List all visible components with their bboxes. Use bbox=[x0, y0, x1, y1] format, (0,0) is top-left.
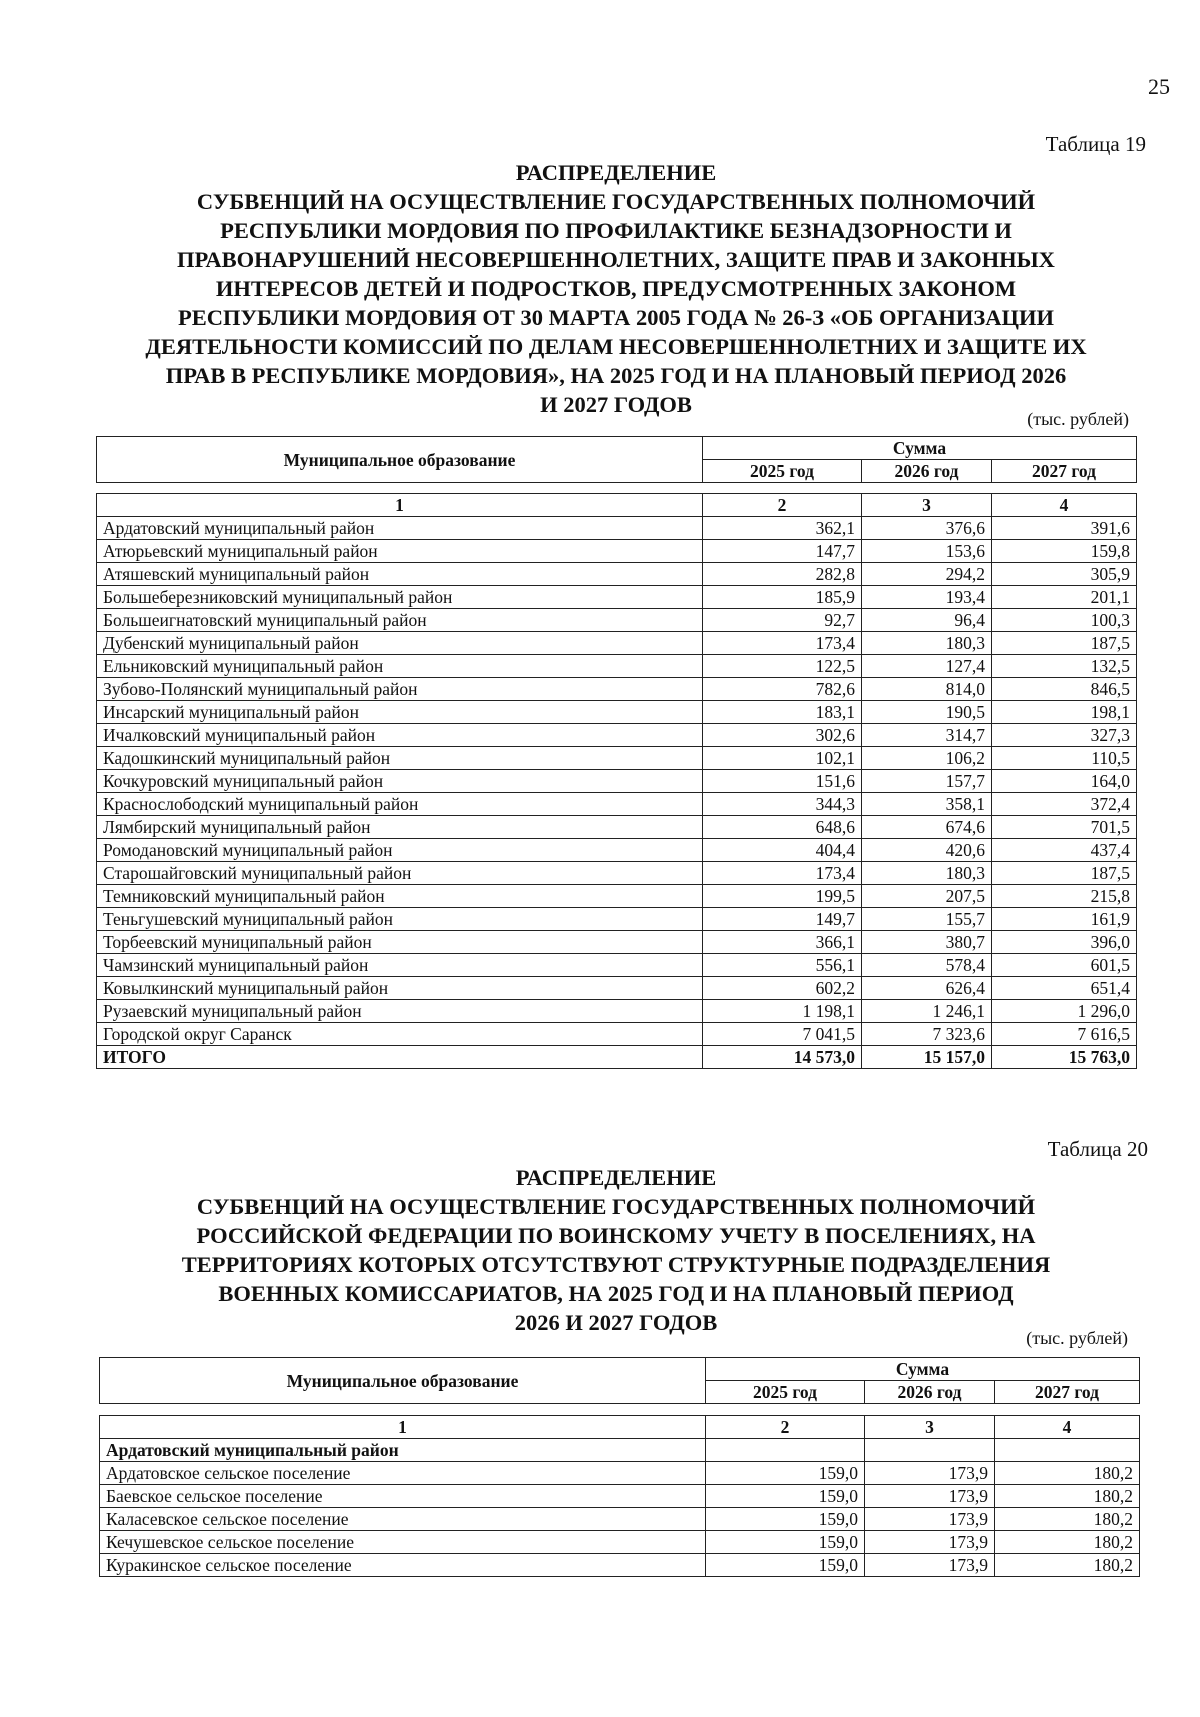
municipality-name: Ельниковский муниципальный район bbox=[97, 655, 703, 678]
value-2026: 155,7 bbox=[862, 908, 992, 931]
table-row bbox=[97, 885, 1137, 908]
municipality-name: Зубово-Полянский муниципальный район bbox=[97, 678, 703, 701]
value-2026: 106,2 bbox=[862, 747, 992, 770]
municipality-name: Торбеевский муниципальный район bbox=[97, 931, 703, 954]
column-index-row bbox=[97, 494, 1137, 517]
table-row bbox=[97, 701, 1137, 724]
page-number: 25 bbox=[1148, 74, 1170, 99]
municipality-name: Кадошкинский муниципальный район bbox=[97, 747, 703, 770]
value-2026: 180,3 bbox=[862, 862, 992, 885]
column-index-row bbox=[100, 1416, 1140, 1439]
value-2027: 180,2 bbox=[995, 1485, 1140, 1508]
table-19-units: (тыс. рублей) bbox=[1027, 409, 1129, 429]
column-header-municipality: Муниципальное образование bbox=[97, 437, 703, 483]
value-2027: 110,5 bbox=[992, 747, 1137, 770]
value-2027: 846,5 bbox=[992, 678, 1137, 701]
municipality-name: Лямбирский муниципальный район bbox=[97, 816, 703, 839]
value-2026: 674,6 bbox=[862, 816, 992, 839]
table-row bbox=[97, 517, 1137, 540]
value-2025: 362,1 bbox=[703, 517, 862, 540]
value-2027: 15 763,0 bbox=[992, 1046, 1137, 1069]
group-name: Ардатовский муниципальный район bbox=[100, 1439, 706, 1462]
table-row bbox=[97, 586, 1137, 609]
municipality-name: Атюрьевский муниципальный район bbox=[97, 540, 703, 563]
value-2025: 102,1 bbox=[703, 747, 862, 770]
value-2025: 183,1 bbox=[703, 701, 862, 724]
municipality-name: ИТОГО bbox=[97, 1046, 703, 1069]
value-2027: 651,4 bbox=[992, 977, 1137, 1000]
table-row bbox=[100, 1508, 1140, 1531]
value-2026: 376,6 bbox=[862, 517, 992, 540]
municipality-name: Атяшевский муниципальный район bbox=[97, 563, 703, 586]
empty-cell bbox=[995, 1439, 1140, 1462]
value-2025: 159,0 bbox=[706, 1462, 865, 1485]
value-2025: 92,7 bbox=[703, 609, 862, 632]
value-2025: 147,7 bbox=[703, 540, 862, 563]
value-2026: 1 246,1 bbox=[862, 1000, 992, 1023]
table-row bbox=[97, 609, 1137, 632]
value-2026: 7 323,6 bbox=[862, 1023, 992, 1046]
heading-line: РАСПРЕДЕЛЕНИЕ bbox=[515, 1165, 717, 1190]
table-row bbox=[97, 1023, 1137, 1046]
municipality-name: Кечушевское сельское поселение bbox=[100, 1531, 706, 1554]
municipality-name: Ардатовский муниципальный район bbox=[97, 517, 703, 540]
value-2025: 151,6 bbox=[703, 770, 862, 793]
value-2025: 1 198,1 bbox=[703, 1000, 862, 1023]
value-2026: 173,9 bbox=[865, 1531, 995, 1554]
column-header-year: 2027 год bbox=[992, 460, 1137, 483]
column-header-sum: Сумма bbox=[703, 437, 1137, 460]
value-2027: 198,1 bbox=[992, 701, 1137, 724]
column-index: 2 bbox=[706, 1416, 865, 1439]
value-2025: 159,0 bbox=[706, 1531, 865, 1554]
table-row bbox=[97, 540, 1137, 563]
value-2026: 96,4 bbox=[862, 609, 992, 632]
heading-line: ДЕЯТЕЛЬНОСТИ КОМИССИЙ ПО ДЕЛАМ НЕСОВЕРШЕННОЛЕТНИХ И ЗАЩИТЕ ИХ bbox=[145, 334, 1087, 359]
value-2027: 396,0 bbox=[992, 931, 1137, 954]
value-2027: 100,3 bbox=[992, 609, 1137, 632]
municipality-name: Старошайговский муниципальный район bbox=[97, 862, 703, 885]
table-row bbox=[97, 747, 1137, 770]
value-2027: 327,3 bbox=[992, 724, 1137, 747]
municipality-name: Рузаевский муниципальный район bbox=[97, 1000, 703, 1023]
table-row bbox=[97, 931, 1137, 954]
value-2025: 159,0 bbox=[706, 1485, 865, 1508]
municipality-name: Куракинское сельское поселение bbox=[100, 1554, 706, 1577]
value-2026: 207,5 bbox=[862, 885, 992, 908]
value-2027: 701,5 bbox=[992, 816, 1137, 839]
value-2026: 420,6 bbox=[862, 839, 992, 862]
heading-line: СУБВЕНЦИЙ НА ОСУЩЕСТВЛЕНИЕ ГОСУДАРСТВЕННЫХ ПОЛНОМОЧИЙ bbox=[196, 1194, 1036, 1219]
value-2027: 159,8 bbox=[992, 540, 1137, 563]
municipality-name: Городской округ Саранск bbox=[97, 1023, 703, 1046]
value-2025: 302,6 bbox=[703, 724, 862, 747]
value-2027: 437,4 bbox=[992, 839, 1137, 862]
table-row bbox=[97, 655, 1137, 678]
column-index: 2 bbox=[703, 494, 862, 517]
table-row bbox=[97, 977, 1137, 1000]
column-index: 3 bbox=[865, 1416, 995, 1439]
value-2025: 159,0 bbox=[706, 1508, 865, 1531]
group-row bbox=[100, 1439, 1140, 1462]
value-2025: 159,0 bbox=[706, 1554, 865, 1577]
table-row bbox=[97, 908, 1137, 931]
table-19-header bbox=[96, 436, 1137, 483]
municipality-name: Кочкуровский муниципальный район bbox=[97, 770, 703, 793]
value-2026: 173,9 bbox=[865, 1485, 995, 1508]
value-2027: 132,5 bbox=[992, 655, 1137, 678]
value-2026: 190,5 bbox=[862, 701, 992, 724]
municipality-name: Дубенский муниципальный район bbox=[97, 632, 703, 655]
empty-cell bbox=[706, 1439, 865, 1462]
value-2026: 173,9 bbox=[865, 1462, 995, 1485]
value-2026: 15 157,0 bbox=[862, 1046, 992, 1069]
heading-line: РЕСПУБЛИКИ МОРДОВИЯ ПО ПРОФИЛАКТИКЕ БЕЗНАДЗОРНОСТИ И bbox=[220, 218, 1012, 243]
value-2026: 127,4 bbox=[862, 655, 992, 678]
value-2026: 380,7 bbox=[862, 931, 992, 954]
table-row bbox=[97, 862, 1137, 885]
value-2025: 344,3 bbox=[703, 793, 862, 816]
value-2026: 626,4 bbox=[862, 977, 992, 1000]
table-row bbox=[100, 1531, 1140, 1554]
value-2025: 7 041,5 bbox=[703, 1023, 862, 1046]
table-20-heading bbox=[96, 1163, 1136, 1337]
column-header-municipality: Муниципальное образование bbox=[100, 1358, 706, 1404]
column-header-year: 2025 год bbox=[703, 460, 862, 483]
value-2025: 122,5 bbox=[703, 655, 862, 678]
heading-line: ПРАВОНАРУШЕНИЙ НЕСОВЕРШЕННОЛЕТНИХ, ЗАЩИТЕ ПРАВ И ЗАКОННЫХ bbox=[177, 247, 1055, 272]
column-index: 4 bbox=[995, 1416, 1140, 1439]
value-2025: 648,6 bbox=[703, 816, 862, 839]
value-2026: 358,1 bbox=[862, 793, 992, 816]
heading-line: РАСПРЕДЕЛЕНИЕ bbox=[515, 160, 717, 185]
table-row bbox=[97, 724, 1137, 747]
table-row bbox=[97, 954, 1137, 977]
column-header-year: 2026 год bbox=[865, 1381, 995, 1404]
value-2026: 153,6 bbox=[862, 540, 992, 563]
column-index: 3 bbox=[862, 494, 992, 517]
municipality-name: Каласевское сельское поселение bbox=[100, 1508, 706, 1531]
value-2027: 372,4 bbox=[992, 793, 1137, 816]
table-row bbox=[100, 1462, 1140, 1485]
table-row bbox=[97, 1000, 1137, 1023]
municipality-name: Чамзинский муниципальный район bbox=[97, 954, 703, 977]
value-2027: 164,0 bbox=[992, 770, 1137, 793]
municipality-name: Инсарский муниципальный район bbox=[97, 701, 703, 724]
table-row bbox=[97, 678, 1137, 701]
heading-line: СУБВЕНЦИЙ НА ОСУЩЕСТВЛЕНИЕ ГОСУДАРСТВЕННЫХ ПОЛНОМОЧИЙ bbox=[196, 189, 1036, 214]
value-2027: 180,2 bbox=[995, 1531, 1140, 1554]
value-2026: 193,4 bbox=[862, 586, 992, 609]
value-2027: 391,6 bbox=[992, 517, 1137, 540]
value-2026: 173,9 bbox=[865, 1554, 995, 1577]
value-2027: 180,2 bbox=[995, 1462, 1140, 1485]
column-index: 1 bbox=[100, 1416, 706, 1439]
column-header-year: 2027 год bbox=[995, 1381, 1140, 1404]
column-header-year: 2026 год bbox=[862, 460, 992, 483]
value-2025: 173,4 bbox=[703, 632, 862, 655]
column-index: 4 bbox=[992, 494, 1137, 517]
municipality-name: Ковылкинский муниципальный район bbox=[97, 977, 703, 1000]
value-2025: 602,2 bbox=[703, 977, 862, 1000]
value-2026: 314,7 bbox=[862, 724, 992, 747]
table-20-body bbox=[99, 1415, 1140, 1577]
municipality-name: Баевское сельское поселение bbox=[100, 1485, 706, 1508]
municipality-name: Ичалковский муниципальный район bbox=[97, 724, 703, 747]
table-row bbox=[97, 770, 1137, 793]
table-row bbox=[100, 1554, 1140, 1577]
value-2025: 366,1 bbox=[703, 931, 862, 954]
value-2027: 187,5 bbox=[992, 862, 1137, 885]
heading-line: ИНТЕРЕСОВ ДЕТЕЙ И ПОДРОСТКОВ, ПРЕДУСМОТРЕННЫХ ЗАКОНОМ bbox=[215, 276, 1017, 301]
total-row bbox=[97, 1046, 1137, 1069]
value-2025: 173,4 bbox=[703, 862, 862, 885]
table-row bbox=[97, 632, 1137, 655]
heading-line: РЕСПУБЛИКИ МОРДОВИЯ ОТ 30 МАРТА 2005 ГОДА № 26-З «ОБ ОРГАНИЗАЦИИ bbox=[177, 305, 1055, 330]
value-2025: 199,5 bbox=[703, 885, 862, 908]
municipality-name: Ромодановский муниципальный район bbox=[97, 839, 703, 862]
table-20-label: Таблица 20 bbox=[1047, 1137, 1148, 1161]
value-2025: 282,8 bbox=[703, 563, 862, 586]
municipality-name: Теньгушевский муниципальный район bbox=[97, 908, 703, 931]
column-header-sum: Сумма bbox=[706, 1358, 1140, 1381]
heading-line: ТЕРРИТОРИЯХ КОТОРЫХ ОТСУТСТВУЮТ СТРУКТУРНЫЕ ПОДРАЗДЕЛЕНИЯ bbox=[181, 1252, 1051, 1277]
value-2027: 180,2 bbox=[995, 1554, 1140, 1577]
column-header-year: 2025 год bbox=[706, 1381, 865, 1404]
column-index: 1 bbox=[97, 494, 703, 517]
table-row bbox=[100, 1485, 1140, 1508]
value-2027: 1 296,0 bbox=[992, 1000, 1137, 1023]
municipality-name: Краснослободский муниципальный район bbox=[97, 793, 703, 816]
table-19-heading bbox=[96, 158, 1136, 419]
value-2025: 556,1 bbox=[703, 954, 862, 977]
heading-line: И 2027 ГОДОВ bbox=[540, 392, 692, 417]
value-2027: 7 616,5 bbox=[992, 1023, 1137, 1046]
table-20-units: (тыс. рублей) bbox=[1026, 1328, 1128, 1348]
table-row bbox=[97, 816, 1137, 839]
value-2026: 180,3 bbox=[862, 632, 992, 655]
value-2026: 814,0 bbox=[862, 678, 992, 701]
value-2026: 157,7 bbox=[862, 770, 992, 793]
table-row bbox=[97, 839, 1137, 862]
value-2025: 14 573,0 bbox=[703, 1046, 862, 1069]
municipality-name: Темниковский муниципальный район bbox=[97, 885, 703, 908]
value-2027: 601,5 bbox=[992, 954, 1137, 977]
heading-line: ВОЕННЫХ КОМИССАРИАТОВ, НА 2025 ГОД И НА ПЛАНОВЫЙ ПЕРИОД bbox=[218, 1281, 1014, 1306]
value-2025: 782,6 bbox=[703, 678, 862, 701]
value-2027: 201,1 bbox=[992, 586, 1137, 609]
municipality-name: Большеберезниковский муниципальный район bbox=[97, 586, 703, 609]
table-row bbox=[97, 563, 1137, 586]
value-2026: 294,2 bbox=[862, 563, 992, 586]
municipality-name: Ардатовское сельское поселение bbox=[100, 1462, 706, 1485]
value-2027: 161,9 bbox=[992, 908, 1137, 931]
table-20-header bbox=[99, 1357, 1140, 1404]
value-2027: 305,9 bbox=[992, 563, 1137, 586]
table-19-body bbox=[96, 493, 1137, 1069]
table-row bbox=[97, 793, 1137, 816]
value-2026: 173,9 bbox=[865, 1508, 995, 1531]
value-2026: 578,4 bbox=[862, 954, 992, 977]
value-2025: 149,7 bbox=[703, 908, 862, 931]
empty-cell bbox=[865, 1439, 995, 1462]
value-2027: 187,5 bbox=[992, 632, 1137, 655]
heading-line: 2026 И 2027 ГОДОВ bbox=[514, 1310, 718, 1335]
table-19-label: Таблица 19 bbox=[1045, 132, 1146, 156]
value-2025: 404,4 bbox=[703, 839, 862, 862]
value-2027: 180,2 bbox=[995, 1508, 1140, 1531]
heading-line: ПРАВ В РЕСПУБЛИКЕ МОРДОВИЯ», НА 2025 ГОД И НА ПЛАНОВЫЙ ПЕРИОД 2026 bbox=[165, 363, 1067, 388]
value-2025: 185,9 bbox=[703, 586, 862, 609]
heading-line: РОССИЙСКОЙ ФЕДЕРАЦИИ ПО ВОИНСКОМУ УЧЕТУ В ПОСЕЛЕНИЯХ, НА bbox=[196, 1223, 1036, 1248]
value-2027: 215,8 bbox=[992, 885, 1137, 908]
municipality-name: Большеигнатовский муниципальный район bbox=[97, 609, 703, 632]
